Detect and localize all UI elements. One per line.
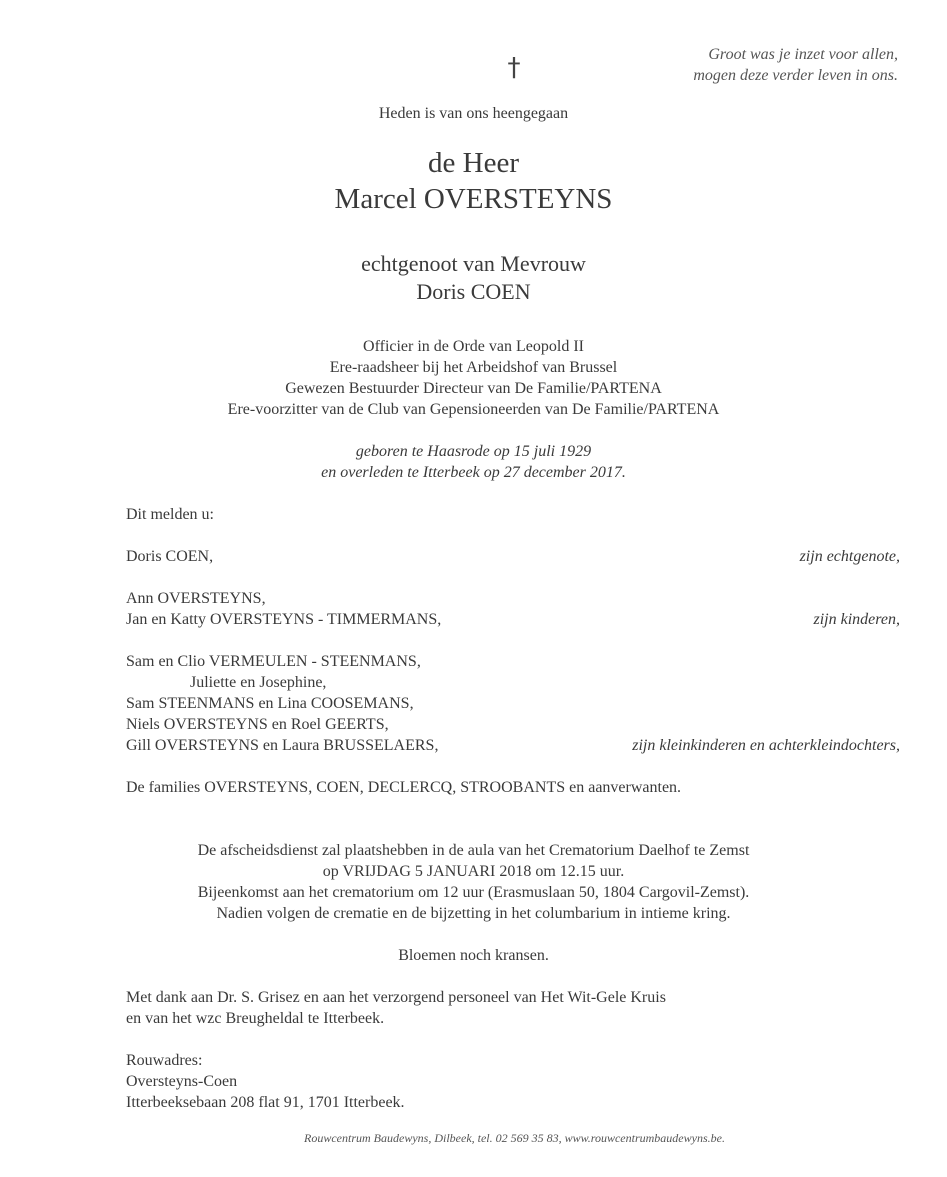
intro-text: Heden is van ons heengegaan (378, 105, 569, 122)
grandchildren-role: zijn kleinkinderen en achterkleindochters, (632, 737, 900, 754)
service-line: op VRIJDAG 5 JANUARI 2018 om 12.15 uur. (322, 863, 625, 880)
thanks-line: en van het wzc Breugheldal te Itterbeek. (126, 1010, 385, 1027)
child-name: Ann OVERSTEYNS, (126, 590, 266, 607)
honor-line: Officier in de Orde van Leopold II (363, 338, 584, 355)
death-date: en overleden te Itterbeek op 27 december 2017. (321, 464, 626, 481)
motto-line-2: mogen deze verder leven in ons. (693, 67, 898, 84)
deceased-name: Marcel OVERSTEYNS (334, 183, 613, 215)
spouse-role: zijn echtgenote, (799, 548, 900, 565)
deceased-title: de Heer (428, 147, 519, 179)
service-line: Bijeenkomst aan het crematorium om 12 uur (Erasmuslaan 50, 1804 Cargovil-Zemst). (197, 884, 750, 901)
thanks-line: Met dank aan Dr. S. Grisez en aan het verzorgend personeel van Het Wit-Gele Kruis (126, 989, 666, 1006)
flowers-note: Bloemen noch kransen. (398, 947, 549, 964)
spouse-line-2: Doris COEN (416, 279, 531, 304)
address-name: Oversteyns-Coen (126, 1073, 238, 1090)
honor-line: Gewezen Bestuurder Directeur van De Familie/PARTENA (285, 380, 662, 397)
announce-text: Dit melden u: (126, 506, 214, 523)
children-role: zijn kinderen, (813, 611, 900, 628)
cross-icon: † (507, 53, 521, 83)
grandchild-name: Gill OVERSTEYNS en Laura BRUSSELAERS, (126, 737, 439, 754)
spouse-line-1: echtgenoot van Mevrouw (361, 251, 586, 276)
spouse-name: Doris COEN, (126, 548, 214, 565)
address-label: Rouwadres: (126, 1052, 203, 1069)
child-name: Jan en Katty OVERSTEYNS - TIMMERMANS, (126, 611, 442, 628)
grandchild-name: Sam STEENMANS en Lina COOSEMANS, (126, 695, 414, 712)
families-line: De families OVERSTEYNS, COEN, DECLERCQ, STROOBANTS en aanverwanten. (126, 779, 682, 796)
funeral-home-footer: Rouwcentrum Baudewyns, Dilbeek, tel. 02 569 35 83, www.rouwcentrumbaudewyns.be. (304, 1131, 725, 1145)
service-line: Nadien volgen de crematie en de bijzetting in het columbarium in intieme kring. (216, 905, 731, 922)
service-line: De afscheidsdienst zal plaatshebben in de aula van het Crematorium Daelhof te Zemst (197, 842, 750, 859)
honor-line: Ere-voorzitter van de Club van Gepensioneerden van De Familie/PARTENA (227, 401, 720, 418)
grandchild-name: Sam en Clio VERMEULEN - STEENMANS, (126, 653, 421, 670)
grandchild-name: Niels OVERSTEYNS en Roel GEERTS, (126, 716, 389, 733)
grandchild-name: Juliette en Josephine, (190, 674, 327, 691)
honor-line: Ere-raadsheer bij het Arbeidshof van Brussel (329, 359, 618, 376)
birth-date: geboren te Haasrode op 15 juli 1929 (355, 443, 592, 460)
motto-line-1: Groot was je inzet voor allen, (708, 46, 898, 63)
address-street: Itterbeeksebaan 208 flat 91, 1701 Itterbeek. (126, 1094, 405, 1111)
